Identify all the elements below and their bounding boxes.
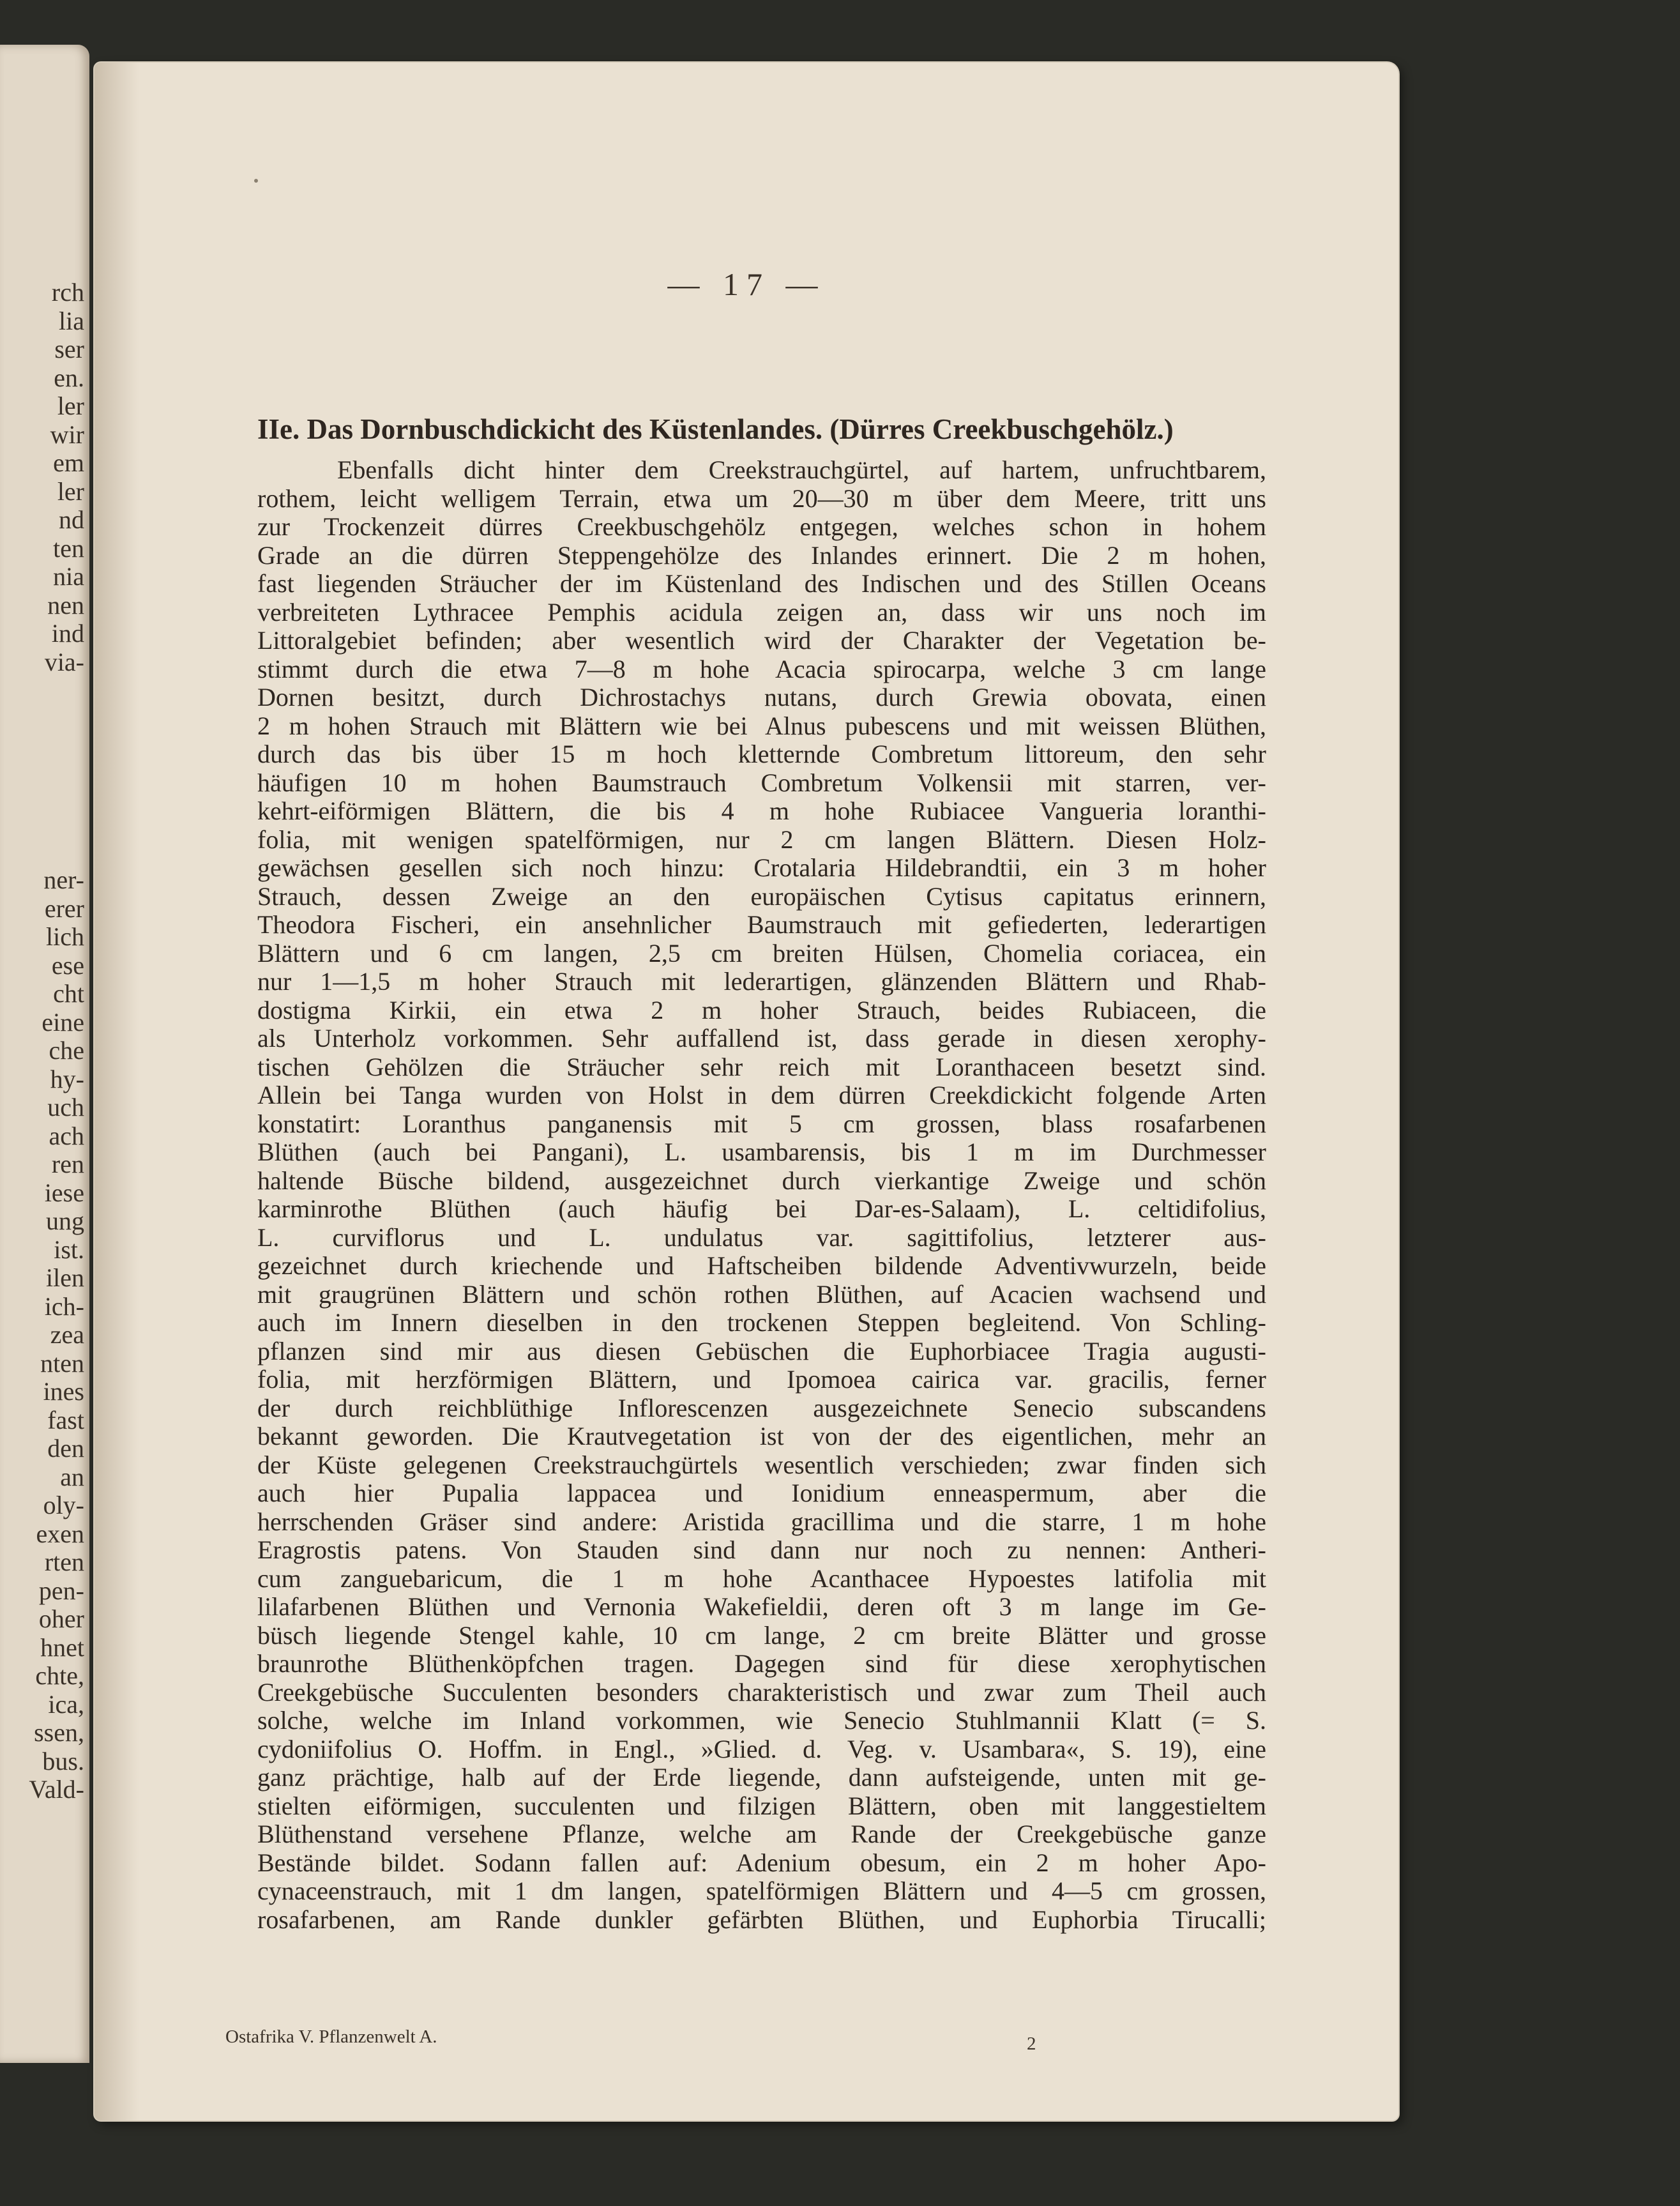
text-line: Blättern und 6 cm langen, 2,5 cm breiten Hülsen, Chomelia coriacea, ein	[257, 938, 1266, 968]
text-line: stimmt durch die etwa 7—8 m hohe Acacia spirocarpa, welche 3 cm lange	[257, 654, 1266, 683]
text-line: karminrothe Blüthen (auch häufig bei Dar-es-Salaam), L. celtidifolius,	[257, 1194, 1266, 1223]
left-page-fragment: bus.	[42, 1746, 84, 1776]
left-page-fragment: iese	[44, 1178, 84, 1207]
text-line: zur Trockenzeit dürres Creekbuschgehölz entgegen, welches schon in hohem	[257, 512, 1266, 541]
text-line: büsch liegende Stengel kahle, 10 cm lange, 2 cm breite Blätter und grosse	[257, 1620, 1266, 1650]
text-line: solche, welche im Inland vorkommen, wie Senecio Stuhlmannii Klatt (= S.	[257, 1706, 1266, 1735]
section-heading: IIe. Das Dornbuschdickicht des Küstenlandes. (Dürres Creekbuschgehölz.)	[257, 413, 1174, 445]
left-page-fragment: an	[60, 1462, 84, 1491]
left-page-fragment: ler	[57, 392, 84, 420]
left-page-fragment: ung	[46, 1206, 84, 1235]
left-page-fragment: nten	[40, 1348, 84, 1378]
text-line: haltende Büsche bildend, ausgezeichnet durch vierkantige Zweige und schön	[257, 1166, 1266, 1195]
text-line: häufigen 10 m hohen Baumstrauch Combretum Volkensii mit starren, ver-	[257, 768, 1266, 797]
text-line: folia, mit wenigen spatelförmigen, nur 2 cm langen Blättern. Diesen Holz-	[257, 825, 1266, 854]
left-page-fragment: zea	[50, 1320, 84, 1349]
left-page-fragment: wir	[50, 420, 84, 449]
left-page-fragment: Vald-	[29, 1775, 84, 1804]
left-page-fragment: en.	[54, 363, 84, 392]
page-speck	[254, 179, 258, 183]
body-text	[257, 456, 1266, 1934]
left-page-fragment: cht	[53, 979, 84, 1008]
page-number: — 17 —	[667, 266, 826, 302]
text-line: Blüthenstand versehene Pflanze, welche am Rande der Creekgebüsche ganze	[257, 1820, 1266, 1848]
left-page-fragment: uch	[47, 1093, 84, 1122]
gutter-shadow	[95, 63, 139, 2120]
text-line: kehrt-eiförmigen Blättern, die bis 4 m hohe Rubiacee Vangueria loranthi-	[257, 796, 1266, 825]
text-line: Theodora Fischeri, ein ansehnlicher Baumstrauch mit gefiederten, lederartigen	[257, 910, 1266, 939]
text-line: der durch reichblüthige Inflorescenzen ausgezeichnete Senecio subscandens	[257, 1393, 1266, 1422]
left-page-fragment: em	[53, 448, 84, 477]
left-page-fragment: erer	[44, 894, 84, 923]
text-line: als Unterholz vorkommen. Sehr auffallend ist, dass gerade in diesen xerophy-	[257, 1024, 1266, 1053]
text-line: Eragrostis patens. Von Stauden sind dann nur noch zu nennen: Antheri-	[257, 1535, 1266, 1564]
text-line: auch hier Pupalia lappacea und Ionidium enneaspermum, aber die	[257, 1479, 1266, 1507]
left-page-fragment: oher	[38, 1604, 84, 1633]
text-line: herrschenden Gräser sind andere: Aristida gracillima und die starre, 1 m hohe	[257, 1507, 1266, 1536]
text-line: fast liegenden Sträucher der im Küstenland des Indischen und des Stillen Oceans	[257, 569, 1266, 598]
left-page-fragment: eine	[42, 1007, 84, 1037]
left-page-fragment: via-	[44, 647, 84, 676]
text-line: verbreiteten Lythracee Pemphis acidula zeigen an, dass wir uns noch im	[257, 597, 1266, 627]
text-line: Blüthen (auch bei Pangani), L. usambarensis, bis 1 m im Durchmesser	[257, 1137, 1266, 1166]
text-line: dostigma Kirkii, ein etwa 2 m hoher Strauch, beides Rubiaceen, die	[257, 995, 1266, 1024]
text-line: tischen Gehölzen die Sträucher sehr reich mit Loranthaceen besetzt sind.	[257, 1052, 1266, 1081]
text-line: mit graugrünen Blättern und schön rothen Blüthen, auf Acacien wachsend und	[257, 1279, 1266, 1309]
text-line: rosafarbenen, am Rande dunkler gefärbten Blüthen, und Euphorbia Tirucalli;	[257, 1905, 1266, 1934]
text-line: nur 1—1,5 m hoher Strauch mit lederartigen, glänzenden Blättern und Rhab-	[257, 967, 1266, 996]
left-page-fragment: che	[49, 1036, 84, 1065]
text-line: Dornen besitzt, durch Dichrostachys nutans, durch Grewia obovata, einen	[257, 683, 1266, 711]
left-page-fragment: ten	[53, 533, 84, 563]
left-page-fragment: den	[47, 1434, 84, 1463]
left-page-fragment: oly-	[43, 1491, 84, 1519]
left-page-fragment: rch	[51, 278, 84, 307]
left-page-fragment: nia	[53, 562, 84, 591]
text-line: auch im Innern dieselben in den trockenen Steppen begleitend. Von Schling-	[257, 1308, 1266, 1337]
left-page-fragment: hnet	[40, 1632, 84, 1662]
text-line: stielten eiförmigen, succulenten und filzigen Blättern, oben mit langgestieltem	[257, 1791, 1266, 1820]
left-page-fragment: ese	[51, 950, 84, 980]
text-line: cum zanguebaricum, die 1 m hohe Acanthacee Hypoestes latifolia mit	[257, 1563, 1266, 1593]
text-line: bekannt geworden. Die Krautvegetation ist von der des eigentlichen, mehr an	[257, 1422, 1266, 1450]
left-page-fragment: ist.	[54, 1235, 84, 1264]
text-line: Bestände bildet. Sodann fallen auf: Adenium obesum, ein 2 m hoher Apo-	[257, 1848, 1266, 1877]
left-page-fragment: ica,	[48, 1689, 84, 1719]
left-page-fragment: ilen	[46, 1263, 84, 1292]
left-page-fragment: ner-	[43, 865, 84, 894]
text-line: Grade an die dürren Steppengehölze des Inlandes erinnert. Die 2 m hohen,	[257, 540, 1266, 570]
left-page-fragment: chte,	[35, 1661, 84, 1690]
left-page-fragment: ines	[43, 1377, 84, 1406]
left-page-fragment: ler	[57, 476, 84, 506]
left-page-fragment: pen-	[38, 1576, 84, 1605]
left-page-fragment: nd	[59, 505, 84, 534]
text-line: pflanzen sind mir aus diesen Gebüschen die Euphorbiacee Tragia augusti-	[257, 1336, 1266, 1365]
left-page-fragment: lich	[46, 922, 84, 951]
left-page-fragment: ren	[51, 1150, 84, 1178]
text-line: L. curviflorus und L. undulatus var. sagittifolius, letzterer aus-	[257, 1222, 1266, 1252]
text-line: cynaceenstrauch, mit 1 dm langen, spatelförmigen Blättern und 4—5 cm grossen,	[257, 1876, 1266, 1905]
text-line: Allein bei Tanga wurden von Holst in dem dürren Creekdickicht folgende Arten	[257, 1081, 1266, 1109]
footer-signature: Ostafrika V. Pflanzenwelt A.	[225, 2027, 437, 2047]
text-line: gezeichnet durch kriechende und Haftscheiben bildende Adventivwurzeln, beide	[257, 1251, 1266, 1280]
text-line: Littoralgebiet befinden; aber wesentlich wird der Charakter der Vegetation be-	[257, 626, 1266, 655]
left-page-fragment: hy-	[50, 1064, 84, 1093]
text-line: lilafarbenen Blüthen und Vernonia Wakefieldii, deren oft 3 m lange im Ge-	[257, 1592, 1266, 1621]
book-page	[95, 63, 1398, 2120]
left-page-fragment: ind	[51, 619, 84, 648]
text-line: durch das bis über 15 m hoch kletternde Combretum littoreum, den sehr	[257, 740, 1266, 768]
left-page-fragment: ser	[54, 335, 84, 363]
left-page-fragment: exen	[36, 1519, 84, 1548]
text-line: konstatirt: Loranthus panganensis mit 5 cm grossen, blass rosafarbenen	[257, 1109, 1266, 1138]
text-line: rothem, leicht welligem Terrain, etwa um 20—30 m über dem Meere, tritt uns	[257, 483, 1266, 513]
left-page-fragment: ssen,	[34, 1718, 84, 1747]
text-line: der Küste gelegenen Creekstrauchgürtels wesentlich verschieden; zwar finden sich	[257, 1450, 1266, 1479]
left-page-fragment: lia	[59, 306, 84, 335]
left-page-edge	[0, 45, 89, 2063]
footer-sheet-number: 2	[1027, 2034, 1036, 2054]
text-line: Ebenfalls dicht hinter dem Creekstrauchgürtel, auf hartem, unfruchtbarem,	[337, 455, 1266, 484]
left-page-fragment: ach	[49, 1121, 84, 1150]
text-line: Strauch, dessen Zweige an den europäischen Cytisus capitatus erinnern,	[257, 881, 1266, 911]
text-line: braunrothe Blüthenköpfchen tragen. Dagegen sind für diese xerophytischen	[257, 1649, 1266, 1678]
text-line: cydoniifolius O. Hoffm. in Engl., »Glied. d. Veg. v. Usambara«, S. 19), eine	[257, 1734, 1266, 1763]
text-line: folia, mit herzförmigen Blättern, und Ipomoea cairica var. gracilis, ferner	[257, 1365, 1266, 1394]
left-page-fragment: fast	[47, 1405, 84, 1434]
left-page-fragment: rten	[44, 1548, 84, 1576]
text-line: ganz prächtige, halb auf der Erde liegende, dann aufsteigende, unten mit ge-	[257, 1763, 1266, 1791]
text-line: Creekgebüsche Succulenten besonders charakteristisch und zwar zum Theil auch	[257, 1677, 1266, 1707]
text-line: gewächsen gesellen sich noch hinzu: Crotalaria Hildebrandtii, ein 3 m hoher	[257, 853, 1266, 882]
left-page-fragment: ich-	[44, 1291, 84, 1321]
text-line: 2 m hohen Strauch mit Blättern wie bei Alnus pubescens und mit weissen Blüthen,	[257, 711, 1266, 740]
left-page-fragment: nen	[47, 590, 84, 620]
